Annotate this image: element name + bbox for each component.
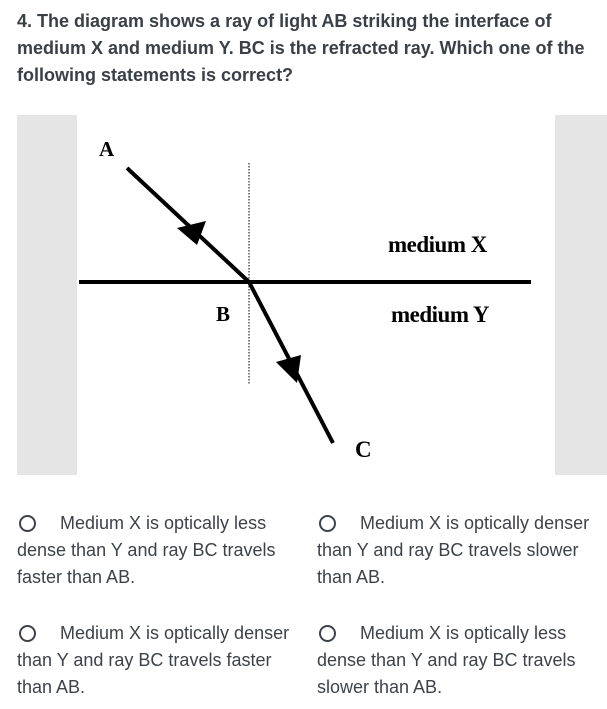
incident-arrow-icon — [177, 221, 206, 245]
option-1-label: Medium X is optically less dense than Y and ray BC travels faster than AB. — [17, 513, 276, 587]
radio-button-icon[interactable] — [19, 515, 36, 532]
label-a: A — [99, 137, 115, 161]
diagram-svg — [17, 115, 607, 475]
option-3-label: Medium X is optically denser than Y and ray BC travels faster than AB. — [17, 623, 290, 697]
radio-button-icon[interactable] — [19, 625, 36, 642]
label-c: C — [355, 437, 372, 462]
option-2[interactable] — [317, 510, 607, 591]
option-3[interactable] — [17, 620, 307, 701]
label-medium-y: medium Y — [391, 302, 490, 327]
option-1[interactable] — [17, 510, 307, 591]
incident-ray — [127, 168, 249, 282]
option-2-label: Medium X is optically denser than Y and ray BC travels slower than AB. — [317, 513, 590, 587]
refracted-arrow-icon — [276, 355, 301, 383]
label-b: B — [216, 302, 231, 326]
radio-button-icon[interactable] — [319, 625, 336, 642]
refraction-diagram — [17, 115, 607, 475]
label-medium-x: medium X — [388, 232, 487, 257]
option-4-label: Medium X is optically less dense than Y and ray BC travels slower than AB. — [317, 623, 576, 697]
question-text: 4. The diagram shows a ray of light AB striking the interface of medium X and medium Y. BC is the refracted ray. Which one of the following statements is correct? — [17, 11, 585, 85]
option-4[interactable] — [317, 620, 607, 701]
radio-button-icon[interactable] — [319, 515, 336, 532]
